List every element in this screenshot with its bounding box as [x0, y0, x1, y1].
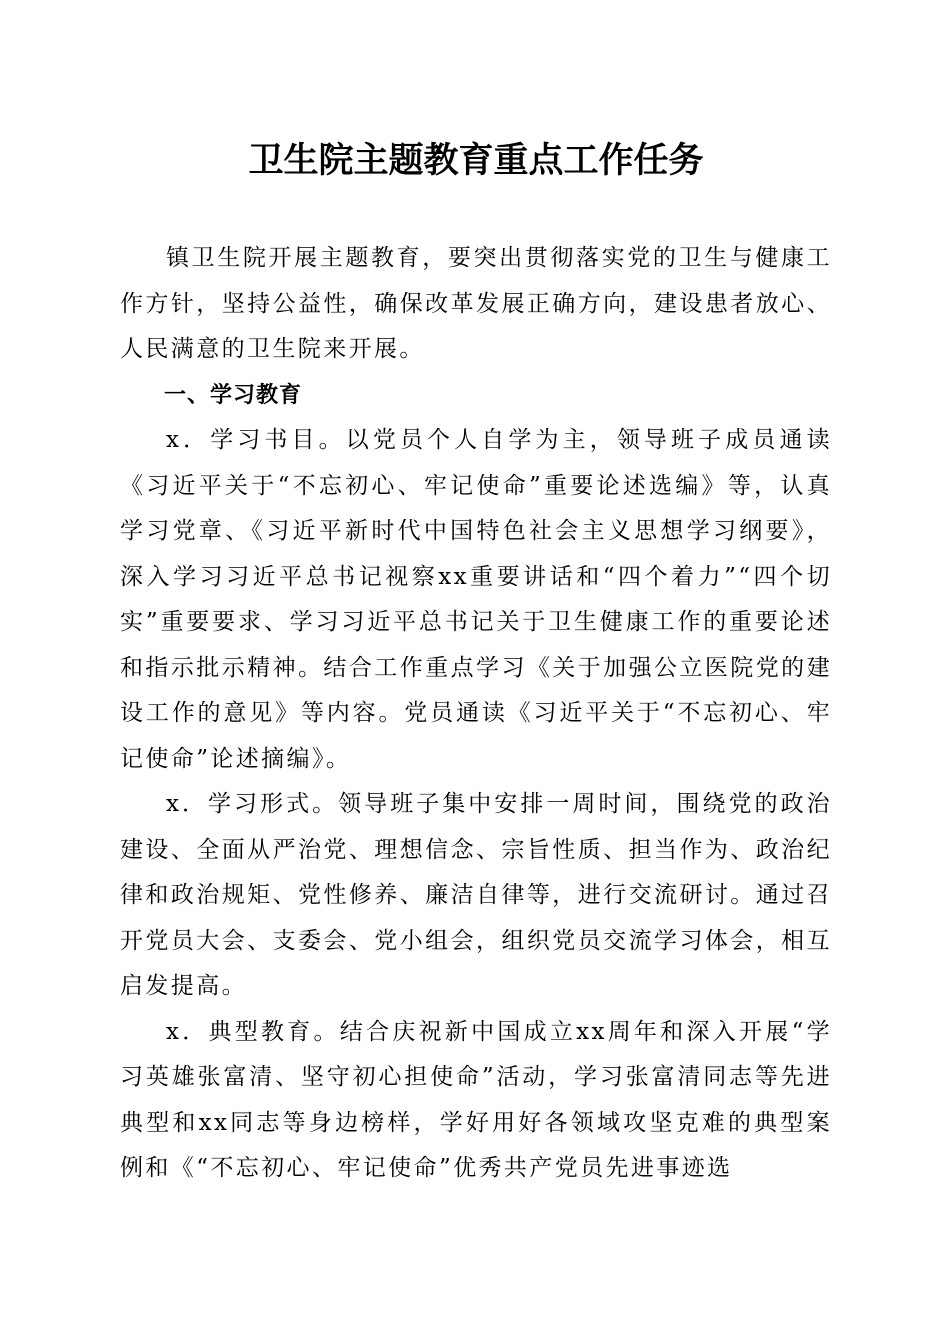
document-title: 卫生院主题教育重点工作任务: [248, 140, 704, 181]
document-body: [120, 236, 832, 1192]
section-heading-study-education: 一、学习教育: [164, 382, 303, 408]
paragraph-typical-education: x．典型教育。结合庆祝新中国成立xx周年和深入开展“学习英雄张富清、坚守初心担使命”活动，学习张富清同志等先进典型和xx同志等身边榜样，学好用好各领域攻坚克难的典型案例和《“不忘初心、牢记使命”优秀共产党员先进事迹选: [120, 1018, 832, 1181]
paragraph-study-forms: x．学习形式。领导班子集中安排一周时间，围绕党的政治建设、全面从严治党、理想信念、宗旨性质、担当作为、政治纪律和政治规矩、党性修养、廉洁自律等，进行交流研讨。通过召开党员大会、支委会、党小组会，组织党员交流学习体会，相互启发提高。: [120, 791, 832, 999]
paragraph-study-books: x．学习书目。以党员个人自学为主，领导班子成员通读《习近平关于“不忘初心、牢记使命”重要论述选编》等，认真学习党章、《习近平新时代中国特色社会主义思想学习纲要》，深入学习习近平总书记视察xx重要讲话和“四个着力”“四个切实”重要要求、学习习近平总书记关于卫生健康工作的重要论述和指示批示精神。结合工作重点学习《关于加强公立医院党的建设工作的意见》等内容。党员通读《习近平关于“不忘初心、牢记使命”论述摘编》。: [120, 427, 832, 772]
intro-paragraph: 镇卫生院开展主题教育，要突出贯彻落实党的卫生与健康工作方针，坚持公益性，确保改革发展正确方向，建设患者放心、人民满意的卫生院来开展。: [120, 245, 832, 362]
